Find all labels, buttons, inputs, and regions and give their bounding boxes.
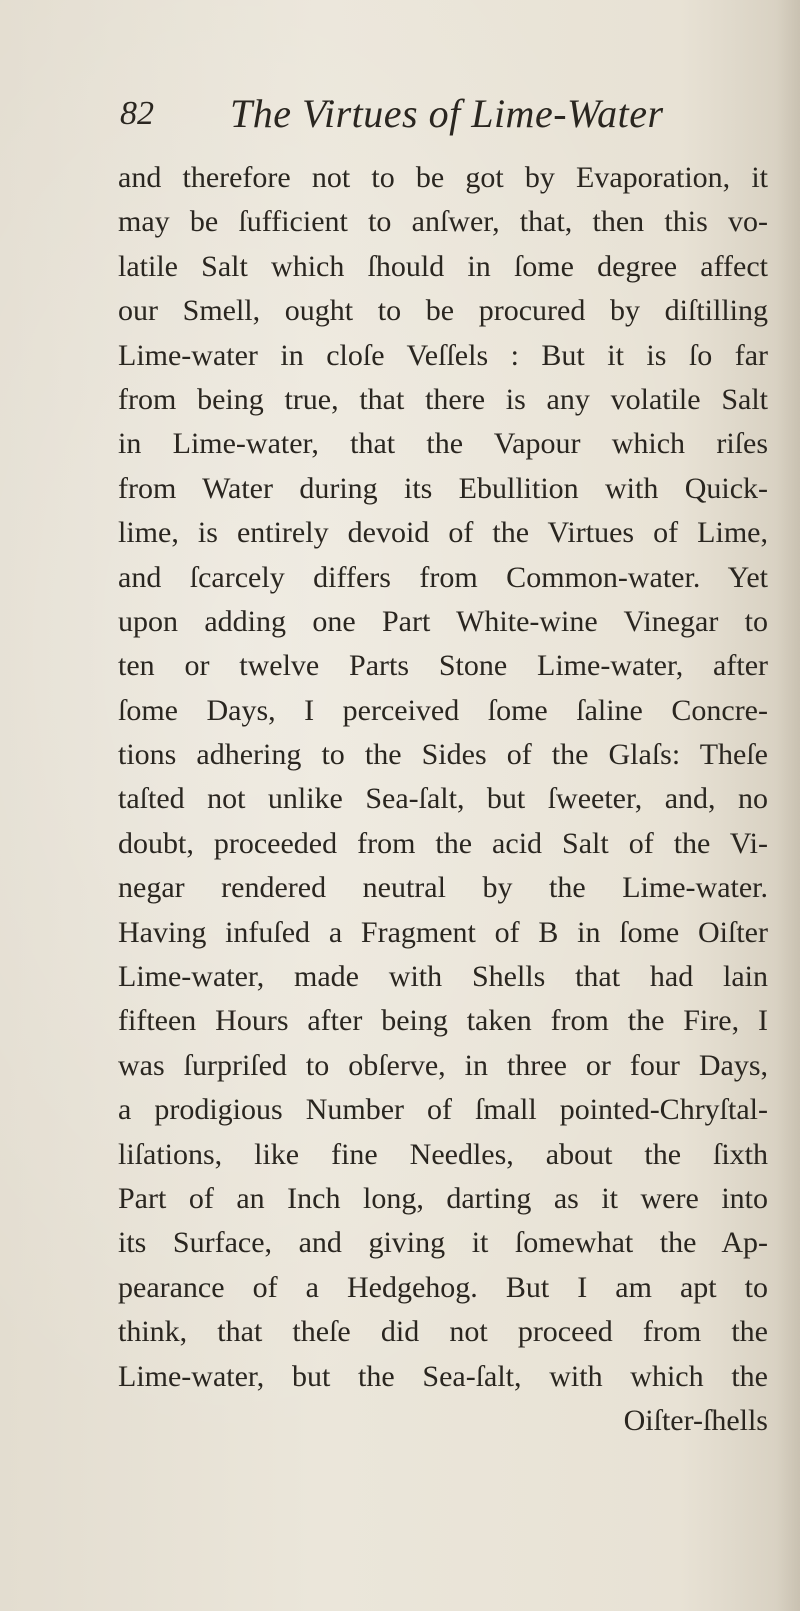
text-line: Having infuſed a Fragment of B in ſome Oiſter [118, 915, 768, 949]
text-line: taſted not unlike Sea-ſalt, but ſweeter, and, no [118, 782, 768, 816]
page-number: 82 [120, 95, 154, 132]
text-line: and ſcarcely differs from Common-water. Yet [118, 560, 768, 594]
text-line: was ſurpriſed to obſerve, in three or four Days, [118, 1048, 768, 1082]
page-header [120, 84, 760, 144]
text-line: Lime-water, but the Sea-ſalt, with which the [118, 1359, 768, 1393]
text-line: its Surface, and giving it ſomewhat the Ap- [118, 1226, 768, 1260]
text-line: our Smell, ought to be procured by diſtilling [118, 294, 768, 328]
body-text [118, 156, 768, 1443]
text-line: from Water during its Ebullition with Quick- [118, 471, 768, 505]
text-line: lime, is entirely devoid of the Virtues of Lime, [118, 516, 768, 550]
text-line: think, that theſe did not proceed from the [118, 1315, 768, 1349]
running-title: The Virtues of Lime-Water [230, 91, 664, 136]
text-line: liſations, like fine Needles, about the ſixth [118, 1137, 768, 1171]
text-line: negar rendered neutral by the Lime-water. [118, 871, 768, 905]
catchword: Oiſter-ſhells [623, 1403, 768, 1437]
text-line: ſome Days, I perceived ſome ſaline Concre- [118, 693, 768, 727]
text-line: tions adhering to the Sides of the Glaſs: Theſe [118, 738, 768, 772]
text-line: in Lime-water, that the Vapour which riſes [118, 427, 768, 461]
text-line: Part of an Inch long, darting as it were into [118, 1181, 768, 1215]
text-line: pearance of a Hedgehog. But I am apt to [118, 1270, 768, 1304]
text-line: fifteen Hours after being taken from the Fire, I [118, 1004, 768, 1038]
text-line: from being true, that there is any volatile Salt [118, 382, 768, 416]
text-line: upon adding one Part White-wine Vinegar to [118, 604, 768, 638]
text-line: may be ſufficient to anſwer, that, then this vo- [118, 205, 768, 239]
text-line: latile Salt which ſhould in ſome degree affect [118, 249, 768, 283]
text-line: doubt, proceeded from the acid Salt of the Vi- [118, 826, 768, 860]
text-line: ten or twelve Parts Stone Lime-water, after [118, 649, 768, 683]
text-line: Lime-water in cloſe Veſſels : But it is ſo far [118, 338, 768, 372]
text-line: Lime-water, made with Shells that had lain [118, 960, 768, 994]
text-line: and therefore not to be got by Evaporation, it [118, 161, 768, 194]
text-line: a prodigious Number of ſmall pointed-Chryſtal- [118, 1093, 768, 1127]
